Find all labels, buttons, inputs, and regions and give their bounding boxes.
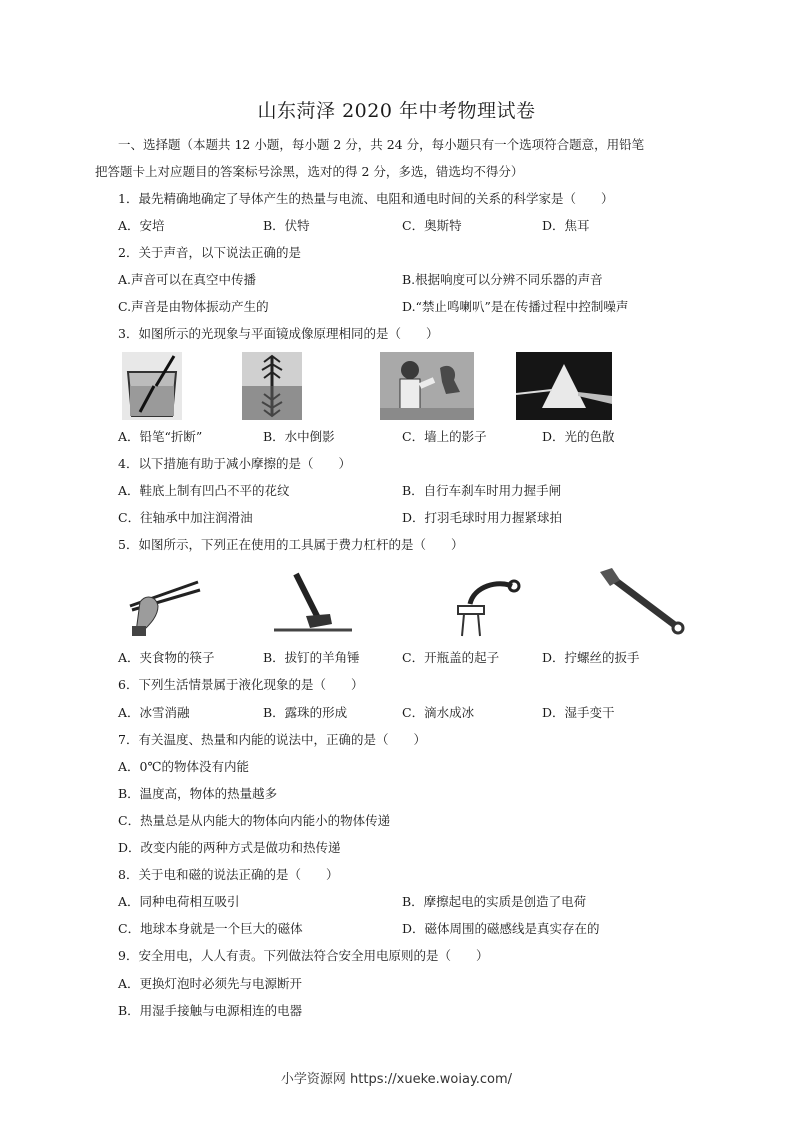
tree-reflection-image [242,352,302,420]
question-3-stem: 3．如图所示的光现象与平面镜成像原理相同的是（ ） [118,326,439,341]
question-5-option-c: C．开瓶盖的起子 [402,650,500,665]
question-7-option-a: A．0℃的物体没有内能 [118,759,249,774]
question-2-stem: 2．关于声音，以下说法正确的是 [118,245,301,260]
question-5-option-b: B．拔钉的羊角锤 [263,650,360,665]
question-7-option-c: C．热量总是从内能大的物体向内能小的物体传递 [118,813,391,828]
question-1-stem: 1．最先精确地确定了导体产生的热量与电流、电阻和通电时间的关系的科学家是（ ） [118,191,614,206]
question-8-option-b: B．摩擦起电的实质是创造了电荷 [402,894,587,909]
question-3-option-c: C．墙上的影子 [402,429,487,444]
wrench-image [598,566,686,636]
question-6-stem: 6．下列生活情景属于液化现象的是（ ） [118,677,364,692]
section-instructions-line2: 把答题卡上对应题目的答案标号涂黑，选对的得 2 分，多选，错选均不得分） [95,164,524,179]
question-6-option-c: C．滴水成冰 [402,705,475,720]
question-1-option-b: B．伏特 [263,218,310,233]
question-8-option-c: C．地球本身就是一个巨大的磁体 [118,921,303,936]
question-4-option-a: A．鞋底上制有凹凸不平的花纹 [118,483,290,498]
claw-hammer-image [270,570,356,636]
question-2-option-c: C.声音是由物体振动产生的 [118,299,269,314]
wall-shadow-image [380,352,474,420]
question-8-option-a: A．同种电荷相互吸引 [118,894,240,909]
question-3-option-b: B．水中倒影 [263,429,335,444]
question-4-option-c: C．往轴承中加注润滑油 [118,510,253,525]
question-6-option-b: B．露珠的形成 [263,705,348,720]
section-instructions-line1: 一、选择题（本题共 12 小题，每小题 2 分，共 24 分，每小题只有一个选项符合题意，用铅笔 [118,137,645,152]
question-7-stem: 7．有关温度、热量和内能的说法中，正确的是（ ） [118,732,426,747]
page-title: 山东菏泽 2020 年中考物理试卷 [257,100,536,122]
question-8-option-d: D．磁体周围的磁感线是真实存在的 [402,921,600,936]
question-1-option-c: C．奥斯特 [402,218,462,233]
question-8-stem: 8．关于电和磁的说法正确的是（ ） [118,867,339,882]
question-9-option-a: A．更换灯泡时必须先与电源断开 [118,976,303,991]
question-3-option-d: D．光的色散 [542,429,615,444]
question-7-option-b: B．温度高，物体的热量越多 [118,786,278,801]
bottle-opener-image [450,574,522,642]
question-2-option-a: A.声音可以在真空中传播 [118,272,257,287]
question-4-option-b: B．自行车刹车时用力握手闸 [402,483,562,498]
question-7-option-d: D．改变内能的两种方式是做功和热传递 [118,840,341,855]
question-5-option-a: A．夹食物的筷子 [118,650,215,665]
question-5-option-d: D．拧螺丝的扳手 [542,650,640,665]
chopsticks-image [126,572,204,640]
question-9-option-b: B．用湿手接触与电源相连的电器 [118,1003,303,1018]
question-1-option-a: A．安培 [118,218,165,233]
question-2-option-b: B.根据响度可以分辨不同乐器的声音 [402,272,603,287]
question-1-option-d: D．焦耳 [542,218,590,233]
prism-dispersion-image [516,352,612,420]
footer-source-link[interactable]: 小学资源网 https://xueke.woiay.com/ [280,1072,513,1087]
question-2-option-d: D.“禁止鸣喇叭”是在传播过程中控制噪声 [402,299,629,314]
question-4-option-d: D．打羽毛球时用力握紧球拍 [402,510,563,525]
pencil-in-water-image [122,352,182,420]
question-6-option-d: D．湿手变干 [542,705,615,720]
question-6-option-a: A．冰雪消融 [118,705,190,720]
question-5-stem: 5．如图所示，下列正在使用的工具属于费力杠杆的是（ ） [118,537,464,552]
question-3-option-a: A．铅笔“折断” [118,429,203,444]
question-4-stem: 4．以下措施有助于减小摩擦的是（ ） [118,456,351,471]
question-9-stem: 9．安全用电，人人有责。下列做法符合安全用电原则的是（ ） [118,948,489,963]
